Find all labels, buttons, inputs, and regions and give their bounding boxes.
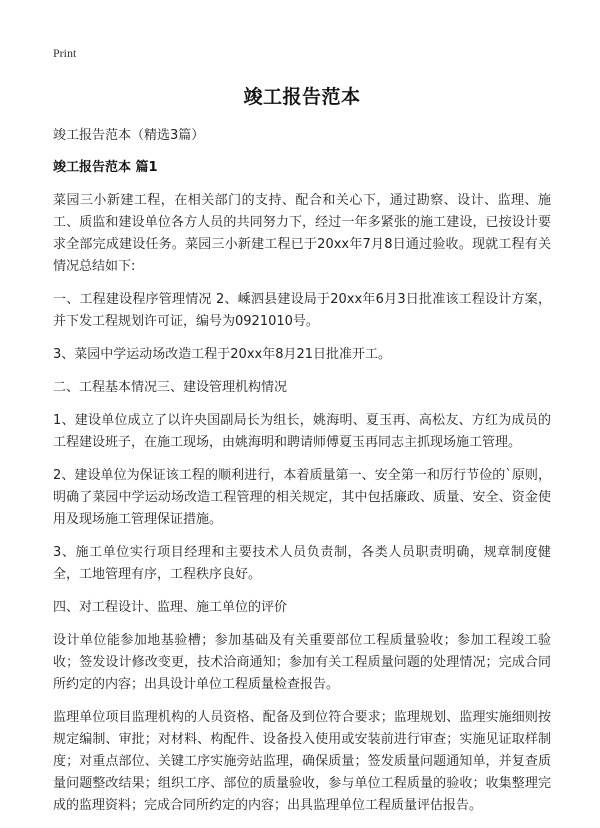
page-title: 竣工报告范本 <box>243 86 361 108</box>
print-label: Print <box>53 46 77 60</box>
paragraph-mgmt-1: 1、建设单位成立了以许央国副局长为组长，姚海明、夏玉再、高松友、方红为成员的工程建设班子，在施工现场，由姚海明和聘请师傅夏玉再同志主抓现场施工管理。 <box>53 413 551 450</box>
paragraph-supervision-unit: 监理单位项目监理机构的人员资格、配备及到位符合要求；监理规划、监理实施细则按规定编制、审批；对材料、构配件、设备投入使用或安装前进行审查；实施见证取样制度；对重点部位、关键工序实施旁站监理，确保质量；签发质量问题通知单，并复查质量问题整改结果；组织工序、部位的质量验收，参与单位工程质量的验收；收集整理完成的监理资料；完成合同所约定的内容；出具监理单位工程质量评估报告。 <box>53 710 551 813</box>
article-heading: 竣工报告范本 篇1 <box>53 160 158 175</box>
paragraph-design-unit: 设计单位能参加地基验槽；参加基础及有关重要部位工程质量验收；参加工程竣工验收；签发设计修改变更，技术洽商通知；参加有关工程质量问题的处理情况；完成合同所约定的内容；出具设计单位工程质量检查报告。 <box>53 633 551 692</box>
paragraph-section-1: 一、工程建设程序管理情况 2、嵊泗县建设局于20xx年6月3日批准该工程设计方案，并下发工程规划许可证，编号为0921010号。 <box>53 292 551 329</box>
paragraph-section-4: 四、对工程设计、监理、施工单位的评价 <box>53 600 288 615</box>
paragraph-mgmt-3: 3、施工单位实行项目经理和主要技术人员负责制，各类人员职责明确，规章制度健全，工地管理有序，工程秩序良好。 <box>53 545 551 582</box>
paragraph-item-3: 3、菜园中学运动场改造工程于20xx年8月21日批准开工。 <box>53 347 392 362</box>
paragraph-section-2-3: 二、工程基本情况三、建设管理机构情况 <box>53 380 288 395</box>
document-subtitle: 竣工报告范本（精选3篇） <box>53 128 205 143</box>
paragraph-mgmt-2: 2、建设单位为保证该工程的顺利进行，本着质量第一、安全第一和厉行节俭的`原则，明确了菜园中学运动场改造工程管理的相关规定，其中包括廉政、质量、安全、资金使用及现场施工管理保证措施。 <box>53 468 551 527</box>
paragraph-intro: 菜园三小新建工程，在相关部门的支持、配合和关心下，通过勘察、设计、监理、施工、质监和建设单位各方人员的共同努力下，经过一年多紧张的施工建设，已按设计要求全部完成建设任务。菜园三小新建工程已于20xx年7月8日通过验收。现就工程有关情况总结如下: <box>53 193 551 274</box>
